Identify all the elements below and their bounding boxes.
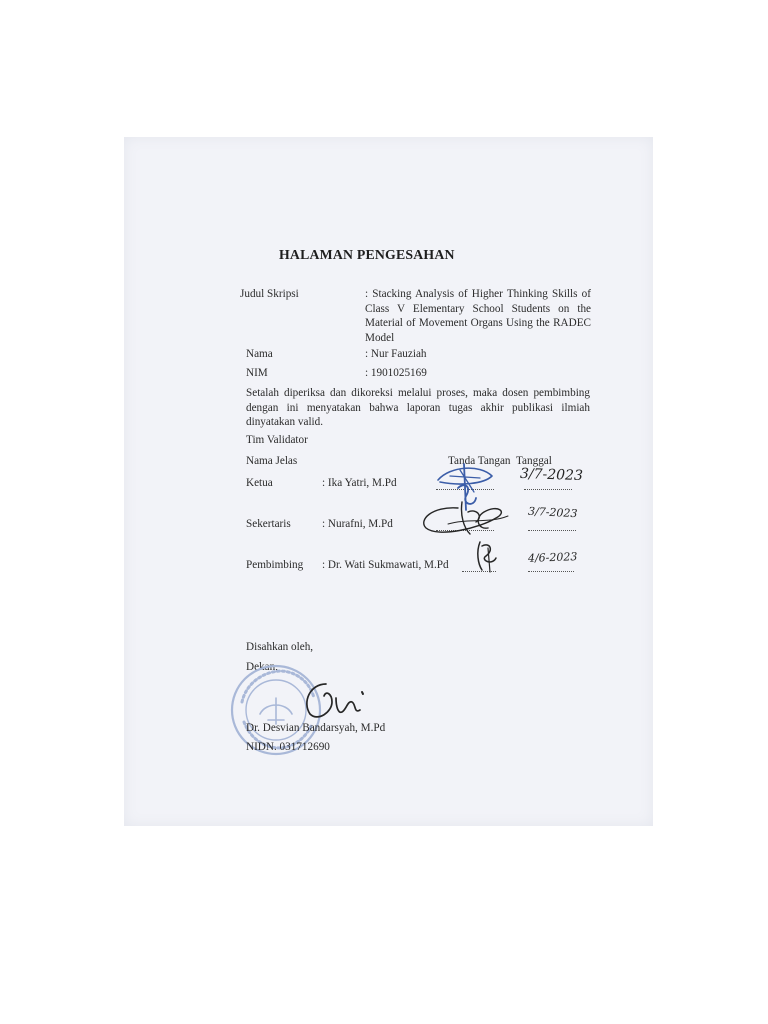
approval-label: Disahkan oleh, <box>246 641 314 653</box>
nim-label: NIM <box>246 367 268 379</box>
nama-label: Nama <box>246 348 273 360</box>
date-handwritten-sekertaris: 3/7-2023 <box>527 504 578 521</box>
validator-heading: Tim Validator <box>246 434 308 446</box>
signature-pembimbing-icon <box>470 538 504 574</box>
validator-name-ketua: : Ika Yatri, M.Pd <box>322 477 397 489</box>
page-title: HALAMAN PENGESAHAN <box>279 247 455 262</box>
nama-value: : Nur Fauziah <box>365 348 427 360</box>
validator-name-pembimbing: : Dr. Wati Sukmawati, M.Pd <box>322 559 449 571</box>
judul-skripsi-value: : Stacking Analysis of Higher Thinking Skills of Class V Elementary School Students on the Material of Movement Organs Using the RADEC Model <box>365 288 591 344</box>
validator-role-sekertaris: Sekertaris <box>246 518 291 530</box>
validator-role-ketua: Ketua <box>246 477 273 489</box>
column-header-signature: Tanda Tangan <box>448 455 511 467</box>
column-header-date: Tanggal <box>516 455 552 467</box>
dean-name: Dr. Desvian Bandarsyah, M.Pd <box>246 722 386 734</box>
signature-dean-icon <box>296 676 370 724</box>
column-header-name: Nama Jelas <box>246 455 298 467</box>
date-line <box>524 489 572 490</box>
judul-skripsi-label: Judul Skripsi <box>240 288 299 300</box>
validation-statement: Setalah diperiksa dan dikoreksi melalui proses, maka dosen pembimbing dengan ini menyatakan bahwa laporan tugas akhir publikasi ilmiah dinyatakan valid. <box>246 387 590 428</box>
dean-title: Dekan, <box>246 661 278 673</box>
date-line <box>528 530 576 531</box>
date-handwritten-pembimbing: 4/6-2023 <box>527 550 578 565</box>
dean-nidn: NIDN. 031712690 <box>246 741 330 753</box>
validator-role-pembimbing: Pembimbing <box>246 559 304 571</box>
date-line <box>528 571 574 572</box>
nim-value: : 1901025169 <box>365 367 427 379</box>
validator-name-sekertaris: : Nurafni, M.Pd <box>322 518 393 530</box>
date-handwritten-ketua: 3/7-2023 <box>519 465 584 485</box>
